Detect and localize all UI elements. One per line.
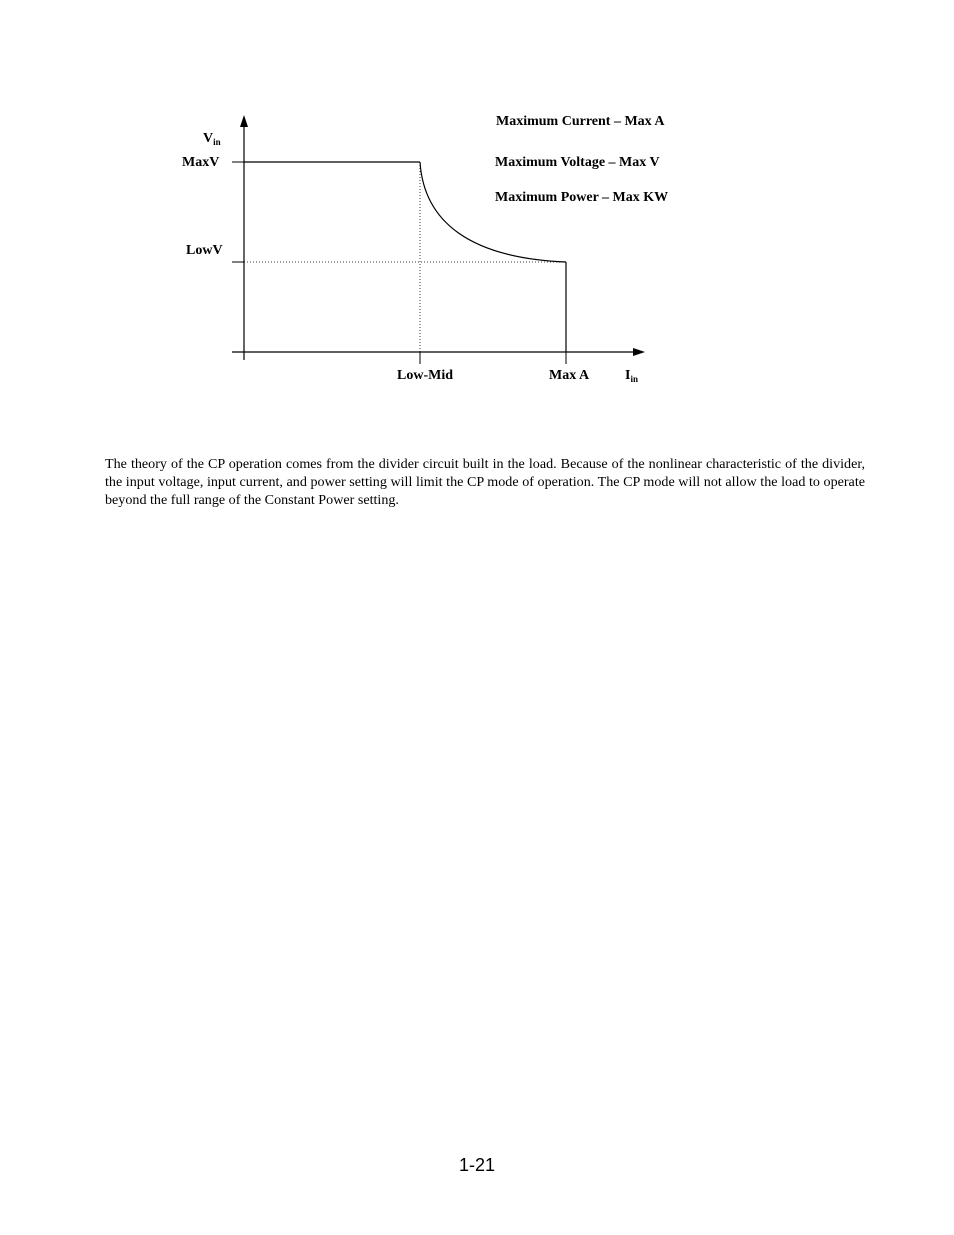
y-tick-label-maxv: MaxV: [182, 155, 220, 170]
y-axis-title: [203, 131, 221, 147]
x-tick-label-max-a: Max A: [549, 368, 590, 383]
x-axis-symbol: I: [625, 368, 631, 383]
x-tick-label-low-mid: Low-Mid: [397, 368, 453, 383]
diagram-drawing: [0, 0, 954, 420]
legend-max-current: Maximum Current – Max A: [496, 114, 665, 129]
y-axis-arrowhead: [240, 115, 248, 127]
y-axis-symbol: V: [203, 131, 214, 146]
max-power-curve: [420, 162, 566, 262]
cp-theory-paragraph: The theory of the CP operation comes from the divider circuit built in the load. Because of the nonlinear characteristic of the divider, the input voltage, input current, and power setting will limit the CP mode of operation. The CP mode will not allow the load to operate beyond the full range of the Constant Power setting.: [105, 456, 865, 509]
x-axis-subscript: in: [630, 374, 638, 384]
page-number: 1-21: [458, 1155, 496, 1175]
y-axis-subscript: in: [213, 137, 221, 147]
legend-max-power: Maximum Power – Max KW: [495, 190, 669, 205]
x-axis-title: [625, 368, 638, 384]
y-tick-label-lowv: LowV: [186, 243, 223, 258]
x-axis-arrowhead: [633, 348, 645, 356]
cp-operating-region-diagram: [0, 0, 954, 420]
legend-max-voltage: Maximum Voltage – Max V: [495, 155, 660, 170]
